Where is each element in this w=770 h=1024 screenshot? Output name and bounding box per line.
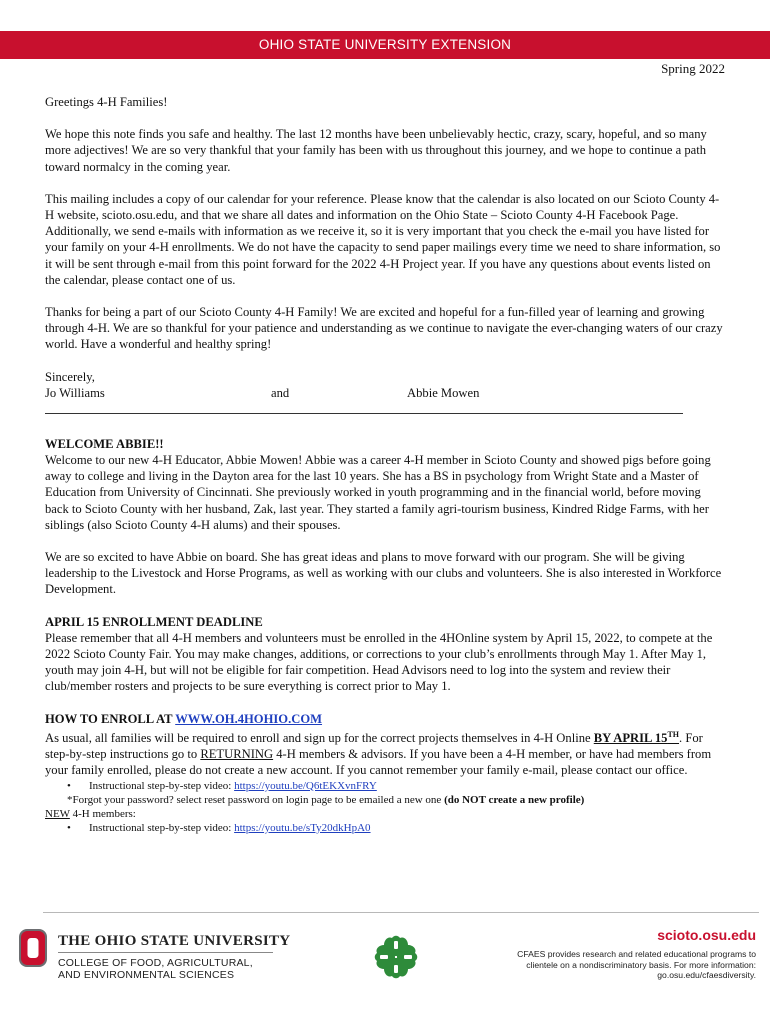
deadline-heading: APRIL 15 ENROLLMENT DEADLINE	[45, 614, 263, 629]
new-video-link[interactable]: https://youtu.be/sTy20dkHpA0	[234, 821, 371, 834]
new-label-rest: 4-H members:	[72, 807, 136, 820]
footer-divider	[43, 912, 759, 913]
forgot-emphasis: (do NOT create a new profile)	[444, 793, 585, 806]
osu-wordmark: THE OHIO STATE UNIVERSITY	[58, 933, 291, 949]
intro-paragraph: We hope this note finds you safe and healthy. The last 12 months have been unbelievably hectic, crazy, scary, hopeful, and so many more adjectives! We are so very thankful that your family has been with us throughout this journey, and we hope to continue a path toward normalcy in the coming year.	[45, 127, 707, 174]
video-label: Instructional step-by-step video:	[89, 779, 232, 792]
returning-video-link[interactable]: https://youtu.be/Q6tEKXvnFRY	[234, 779, 377, 792]
returning-video-item	[45, 779, 727, 793]
block-o-logo-icon	[18, 928, 48, 968]
signer-jo: Jo Williams	[45, 385, 105, 400]
by-april-text: BY APRIL 15	[593, 731, 668, 746]
header-banner: OHIO STATE UNIVERSITY EXTENSION	[0, 31, 770, 59]
new-members-label	[45, 807, 727, 821]
forgot-password-note	[45, 793, 727, 807]
enroll-heading	[45, 711, 727, 727]
issue-date: Spring 2022	[661, 61, 725, 76]
video-label: Instructional step-by-step video:	[89, 821, 232, 834]
wordmark-rule	[58, 952, 273, 953]
signer-and: and	[271, 385, 290, 400]
thanks-paragraph: Thanks for being a part of our Scioto County 4-H Family! We are excited and hopeful for a fun-filled year of learning and growing through 4-H. We are so thankful for your patience and understanding as we continue to navigate the ever-changing waters of our crazy world. Have a wonderful and healthy spring!	[45, 305, 723, 352]
website-link[interactable]: scioto.osu.edu	[657, 927, 756, 943]
welcome-paragraph-2: We are so excited to have Abbie on board. She has great ideas and plans to move forward with our program. She will be giving leadership to the Livestock and Horse Programs, as well as working with our clubs and volunteers. She is also interested in Workforce Development.	[45, 550, 722, 597]
new-label: NEW	[45, 807, 70, 820]
new-video-item	[45, 821, 727, 835]
4h-clover-icon	[371, 932, 421, 982]
signature-row	[45, 385, 727, 401]
letter-body	[45, 94, 727, 835]
college-name	[58, 957, 253, 981]
calendar-paragraph: This mailing includes a copy of our calendar for your reference. Please know that the calendar is also located on our Scioto County 4-H website, scioto.osu.edu, and that we share all dates and information on the Ohio State – Scioto County 4-H Facebook Page. Additionally, we send e-mails with information as we receive it, so it is very important that you check the e-mail you have listed for your family on your 4-H enrollments. We do not have the capacity to send paper mailings every time we need to share information, so it will be sent through e-mail from this point forward for the 2022 4-H Project year. If you have any questions about events listed on the calendar, please contact one of us.	[45, 191, 721, 287]
by-april-emphasis	[594, 731, 679, 745]
welcome-paragraph: Welcome to our new 4-H Educator, Abbie Mowen! Abbie was a career 4-H member in Scioto County and showed pigs before going away to college and living in the Dayton area for the last 10 years. She has a BS in psychology from Wright State and a Master of Education from University of Cincinnati. She previously worked in youth programming and in the financial world, before moving back to Scioto County with her husband, Zak, last year. They started a family agri-tourism business, Kindred Ridge Farms, with her siblings (also Scioto County 4-H alums) and their spouses.	[45, 453, 711, 532]
nondiscrimination-statement: CFAES provides research and related educational programs to clientele on a nondiscriminatory basis. For more information: go.osu.edu/cfaesdiversity.	[517, 949, 756, 980]
enroll-text-a: As usual, all families will be required to enroll and sign up for the correct projects themselves in 4-H Online	[45, 731, 591, 746]
4honline-link[interactable]: WWW.OH.4HOHIO.COM	[175, 711, 323, 726]
enroll-paragraph	[45, 727, 727, 779]
bullet-icon: •	[67, 821, 71, 834]
deadline-paragraph: Please remember that all 4-H members and volunteers must be enrolled in the 4HOnline system by April 15, 2022, to compete at the 2022 Scioto County Fair. You may make changes, additions, or corrections to your club’s enrollments through May 1. After May 1, youth may join 4-H, but will not be eligible for fair competition. Head Advisors need to log into the system and review their club/member rosters and projects to be sure everything is correct prior to May 1.	[45, 630, 713, 694]
returning-emphasis: RETURNING	[200, 747, 274, 762]
bullet-icon: •	[67, 779, 71, 792]
welcome-heading: WELCOME ABBIE!!	[45, 436, 164, 451]
closing: Sincerely,	[45, 369, 95, 384]
college-line-2: AND ENVIRONMENTAL SCIENCES	[58, 969, 235, 981]
college-line-1: COLLEGE OF FOOD, AGRICULTURAL,	[58, 957, 253, 969]
forgot-text: *Forgot your password? select reset password on login page to be emailed a new one	[67, 793, 442, 806]
section-divider	[45, 413, 683, 414]
by-april-sup: TH	[667, 729, 680, 739]
greeting: Greetings 4-H Families!	[45, 95, 168, 109]
enroll-heading-text: HOW TO ENROLL AT	[45, 711, 173, 726]
enroll-text-c: 4-H members & advisors. If you have been a 4-H member, or have had members from your family enrolled, please do not create a new account. If you cannot remember your family e-mail, please contact our office.	[45, 747, 712, 778]
enroll-text-b: . For step-by-step instructions go to	[45, 731, 703, 762]
signer-abbie: Abbie Mowen	[407, 385, 480, 400]
